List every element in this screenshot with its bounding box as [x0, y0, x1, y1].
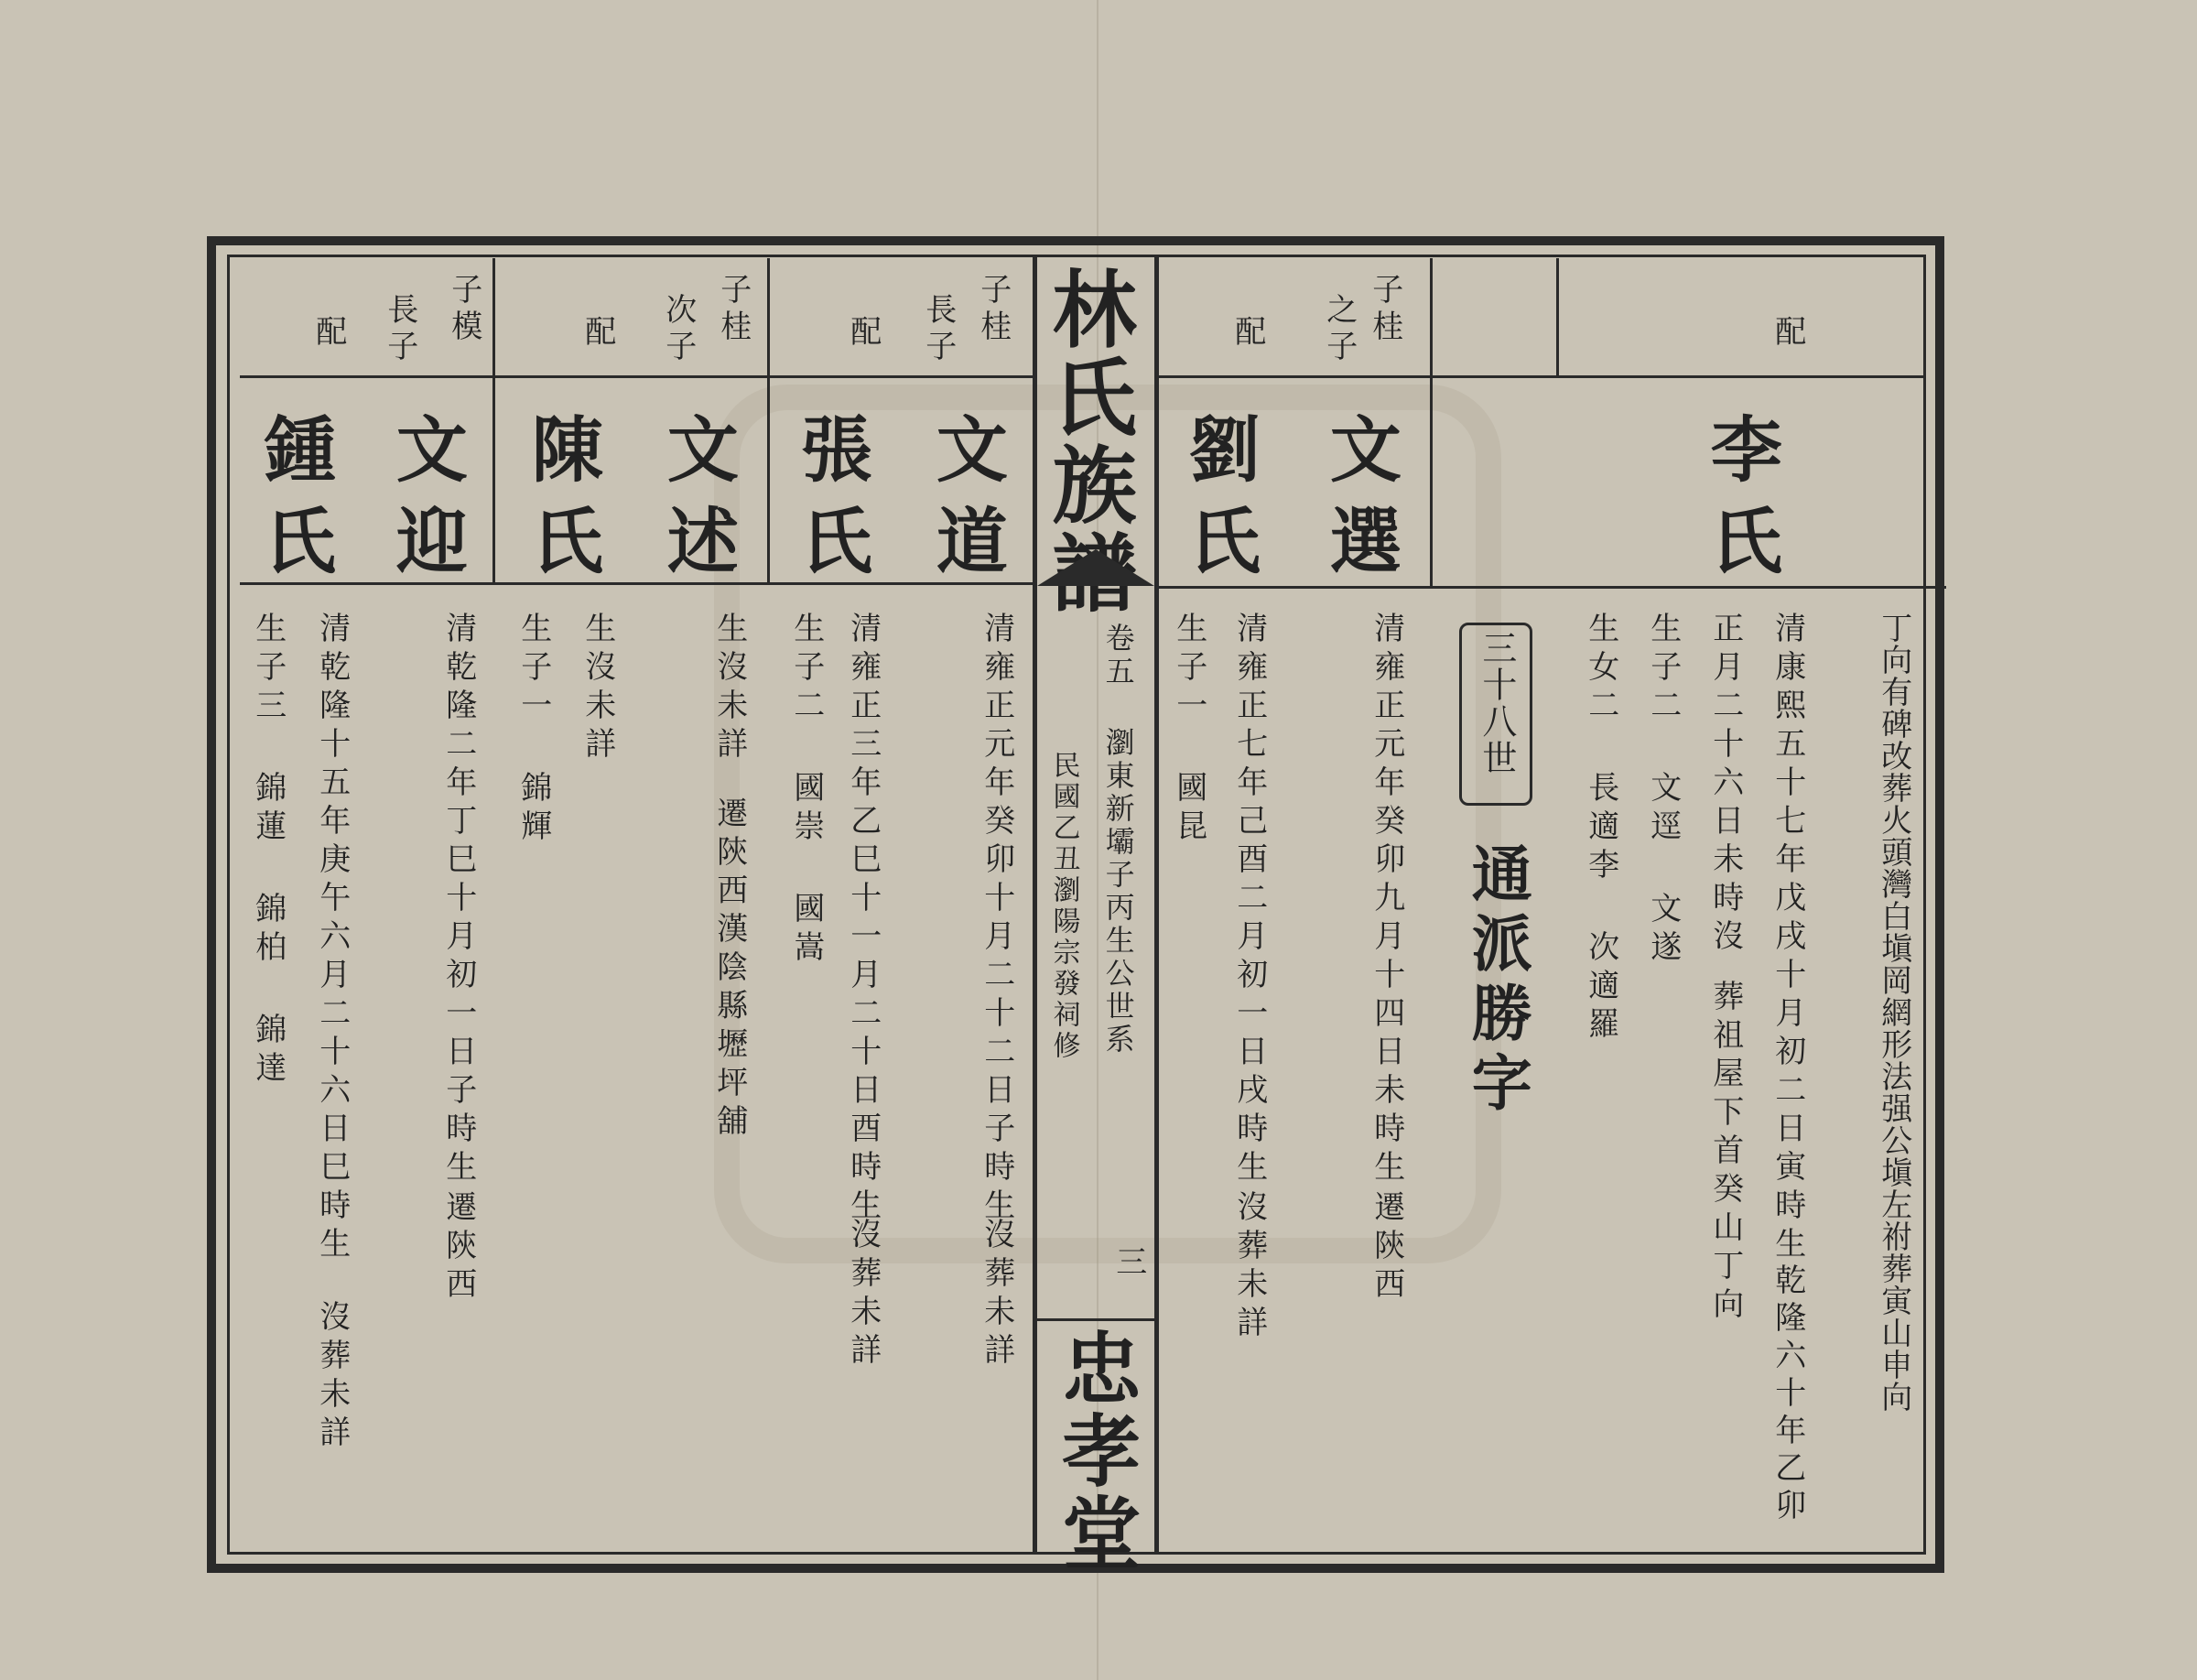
li-burial: 葬祖屋下首癸山丁向: [1706, 980, 1744, 1326]
spine-rule: [1037, 1318, 1154, 1321]
wenxuan-birth: 清雍正元年癸卯九月十四日未時生: [1368, 612, 1405, 1188]
fish-tail-mark: [1037, 549, 1154, 586]
wenxuan-relation: 之子: [1320, 293, 1358, 366]
wendao-birth: 清雍正元年癸卯十月二十二日子時生: [978, 612, 1015, 1227]
branch-name: 通派勝字: [1461, 842, 1533, 1121]
wendao-pei-label: 配: [844, 315, 882, 346]
wendao-wife-birth: 清雍正三年乙巳十一月二十日酉時生: [844, 612, 882, 1227]
wenxuan-pei-label: 配: [1228, 315, 1266, 346]
wendao-death: 沒葬未詳: [978, 1218, 1015, 1371]
wenshu-father: 子桂: [714, 273, 752, 346]
name-row-rule-right: [1159, 586, 1946, 589]
li-death-date: 正月二十六日未時沒: [1706, 612, 1744, 958]
li-birth: 清康熙五十七年戊戌十月初二日寅時生: [1769, 612, 1806, 1265]
wenshu-wife-birth: 生沒未詳: [579, 612, 616, 765]
wenying-wife-birth: 清乾隆十五年庚午六月二十六日巳時生: [313, 612, 351, 1265]
li-daughters: 生女二 長適李 次適羅: [1582, 612, 1619, 1046]
wenying-birth: 清乾隆二年丁巳十月初一日子時生: [439, 612, 477, 1188]
wenying-note: 遷陝西: [439, 1190, 477, 1306]
wenxuan-wife-birth: 清雍正七年己酉二月初一日戌時生: [1230, 612, 1268, 1188]
name-row-rule-left: [240, 582, 1033, 585]
col-divider-3: [1430, 258, 1433, 586]
wenying-father: 子模: [445, 273, 482, 346]
volume-line: 卷五 瀏東新壩子丙生公世系: [1100, 623, 1136, 1057]
wenying-sons: 生子三 錦蓮 錦柏 錦達: [249, 612, 287, 1089]
page-number: 三: [1109, 1245, 1147, 1284]
hall-name: 忠孝堂: [1048, 1328, 1142, 1575]
wenying-name: 文迎: [384, 412, 468, 595]
li-sons: 生子二 文逕 文遂: [1644, 612, 1682, 969]
wenxuan-wife-death: 沒葬未詳: [1230, 1190, 1268, 1344]
wenying-pei-label: 配: [309, 315, 347, 346]
wenshu-name: 文述: [655, 412, 739, 595]
top-row-rule-left: [240, 375, 1033, 378]
wenxuan-father: 子桂: [1366, 273, 1403, 346]
wendao-name: 文道: [924, 412, 1008, 595]
wenshu-note: 遷陝西漢陰縣壢坪舖: [710, 797, 748, 1143]
book-title: 林氏族譜: [1038, 266, 1138, 617]
wenshu-sons: 生子一 錦輝: [514, 612, 552, 848]
generation-label: 三十八世: [1476, 630, 1517, 776]
col-divider-1: [492, 258, 495, 582]
wenxuan-wife-name: 劉氏: [1176, 412, 1261, 595]
side-note: 丁向有碑改葬火頭灣白塡岡網形法强公塡左祔葬寅山申向: [1875, 612, 1912, 1413]
wendao-father: 子桂: [974, 273, 1012, 346]
wenying-relation: 長子: [381, 293, 418, 366]
li-wife-name: 李氏: [1698, 412, 1782, 595]
edition-line: 民國乙丑瀏陽宗發祠修: [1047, 751, 1080, 1062]
col-divider-2: [767, 258, 770, 582]
wendao-wife-name: 張氏: [788, 412, 872, 595]
wenxuan-name: 文選: [1317, 412, 1402, 595]
wenshu-pei-label: 配: [579, 315, 616, 346]
wenshu-birth: 生沒未詳: [710, 612, 748, 765]
li-pei-label: 配: [1769, 315, 1806, 346]
wenying-wife-name: 鍾氏: [252, 412, 336, 595]
top-row-rule-right: [1159, 375, 1926, 378]
wenshu-wife-name: 陳氏: [519, 412, 603, 595]
wenxuan-note: 遷陝西: [1368, 1190, 1405, 1306]
wenying-wife-death: 沒葬未詳: [313, 1300, 351, 1454]
li-death-year: 乾隆六十年乙卯: [1769, 1263, 1806, 1526]
wendao-relation: 長子: [919, 293, 957, 366]
wenshu-relation: 次子: [659, 293, 697, 366]
col-divider-4: [1556, 258, 1559, 375]
wenxuan-sons: 生子一 國昆: [1170, 612, 1207, 848]
wendao-sons: 生子二 國崇 國嵩: [787, 612, 825, 969]
wendao-wife-death: 沒葬未詳: [844, 1218, 882, 1371]
